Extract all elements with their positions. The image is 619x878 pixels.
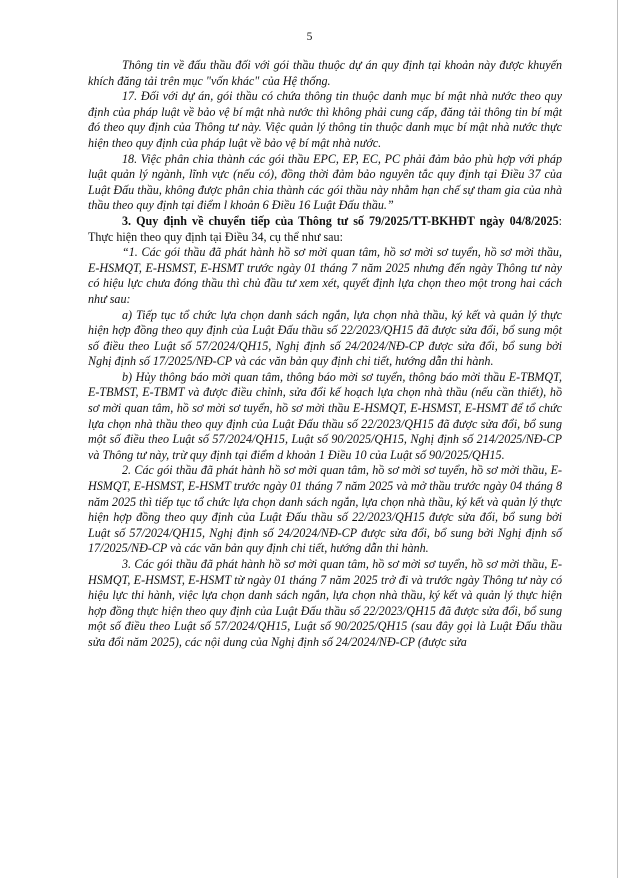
page-number: 5 [306,31,313,43]
clause-1-point-b: b) Hủy thông báo mời quan tâm, thông báo mời sơ tuyển, thông báo mời thầu E-TBMQT, E-TBMST, E-TBMT và được điều chỉnh, sửa đổi kế hoạch lựa chọn nhà thầu (nếu cần thiết), hồ sơ mời quan tâm, hồ sơ mời sơ tuyển, hồ sơ mời thầu E-HSMQT, E-HSMST, E-HSMT để tổ chức lựa chọn nhà thầu theo quy định của Luật Đấu thầu số 22/2023/QH15 đã được sửa đổi, bổ sung một số điều theo Luật số 57/2024/QH15, Luật số 90/2025/QH15, Nghị định số 214/2025/NĐ-CP và Thông tư này, trừ quy định tại điểm d khoản 1 Điều 10 của Luật số 90/2025/QH15. [88,369,562,462]
paragraph-17: 17. Đối với dự án, gói thầu có chứa thông tin thuộc danh mục bí mật nhà nước theo quy định của pháp luật về bảo vệ bí mật nhà nước thì không phải cung cấp, đăng tải thông tin bí mật đó theo quy định của Thông tư này. Việc quản lý thông tin thuộc danh mục bí mật nhà nước thực hiện theo quy định của pháp luật về bảo vệ bí mật nhà nước. [88,89,562,150]
clause-1-point-a: a) Tiếp tục tổ chức lựa chọn danh sách ngắn, lựa chọn nhà thầu, ký kết và quản lý thực hiện hợp đồng theo quy định của Luật Đấu thầu số 22/2023/QH15 đã được sửa đổi, bổ sung một số điều theo Luật số 57/2024/QH15, Nghị định số 24/2024/NĐ-CP được sửa đổi, bổ sung bởi Nghị định số 17/2025/NĐ-CP và các văn bản quy định chi tiết, hướng dẫn thi hành. [88,307,562,369]
paragraph-info-note: Thông tin về đấu thầu đối với gói thầu thuộc dự án quy định tại khoản này được khuyến khích đăng tải trên mục "vốn khác" của Hệ thống. [88,58,562,88]
clause-3: 3. Các gói thầu đã phát hành hồ sơ mời quan tâm, hồ sơ mời sơ tuyển, hồ sơ mời thầu, E-HSMQT, E-HSMST, E-HSMT từ ngày 01 tháng 7 năm 2025 trở đi và trước ngày Thông tư này có hiệu lực thi hành, việc lựa chọn danh sách ngắn, lựa chọn nhà thầu, ký kết và quản lý thực hiện hợp đồng thực hiện theo quy định của Luật Đấu thầu số 22/2023/QH15 đã được sửa đổi, bổ sung một số điều theo Luật số 57/2024/QH15, Luật số 90/2025/QH15 (sau đây gọi là Luật Đấu thầu sửa đổi năm 2025), các nội dung của Nghị định số 24/2024/NĐ-CP (được sửa [88,557,562,649]
section-heading-3 [88,214,562,245]
section-heading-bold: 3. Quy định về chuyển tiếp của Thông tư số 79/2025/TT-BKHĐT ngày 04/8/2025 [122,213,559,228]
paragraph-18: 18. Việc phân chia thành các gói thầu EPC, EP, EC, PC phải đảm bảo phù hợp với pháp luật quản lý ngành, lĩnh vực (nếu có), đồng thời đảm bảo nguyên tắc quy định tại Điều 37 của Luật Đấu thầu, không được phân chia thành các gói thầu này nhằm hạn chế sự tham gia của nhà thầu theo quy định tại điểm l khoản 6 Điều 16 Luật Đấu thầu.” [88,151,562,213]
clause-1: “1. Các gói thầu đã phát hành hồ sơ mời quan tâm, hồ sơ mời sơ tuyển, hồ sơ mời thầu, E-HSMQT, E-HSMST, E-HSMT trước ngày 01 tháng 7 năm 2025 nhưng đến ngày Thông tư này có hiệu lực chưa đóng thầu thì chủ đầu tư xem xét, quyết định lựa chọn theo một trong hai cách như sau: [88,245,562,306]
clause-2: 2. Các gói thầu đã phát hành hồ sơ mời quan tâm, hồ sơ mời sơ tuyển, hồ sơ mời thầu, E-HSMQT, E-HSMST, E-HSMT trước ngày 01 tháng 7 năm 2025 và mở thầu trước ngày 04 tháng 8 năm 2025 thì tiếp tục tổ chức lựa chọn danh sách ngắn, lựa chọn nhà thầu, ký kết và quản lý thực hiện hợp đồng theo quy định của Luật Đấu thầu số 22/2023/QH15 được sửa đổi, bổ sung bởi Luật số 57/2024/QH15, Nghị định số 24/2024/NĐ-CP được sửa đổi, bổ sung bởi Nghị định số 17/2025/NĐ-CP và các văn bản quy định chi tiết, hướng dẫn thi hành. [88,463,562,556]
section-heading-rest: : Thực hiện theo quy định tại Điều 34, cụ thể như sau: [88,213,562,244]
page-border [617,0,618,878]
document-body [88,58,562,651]
